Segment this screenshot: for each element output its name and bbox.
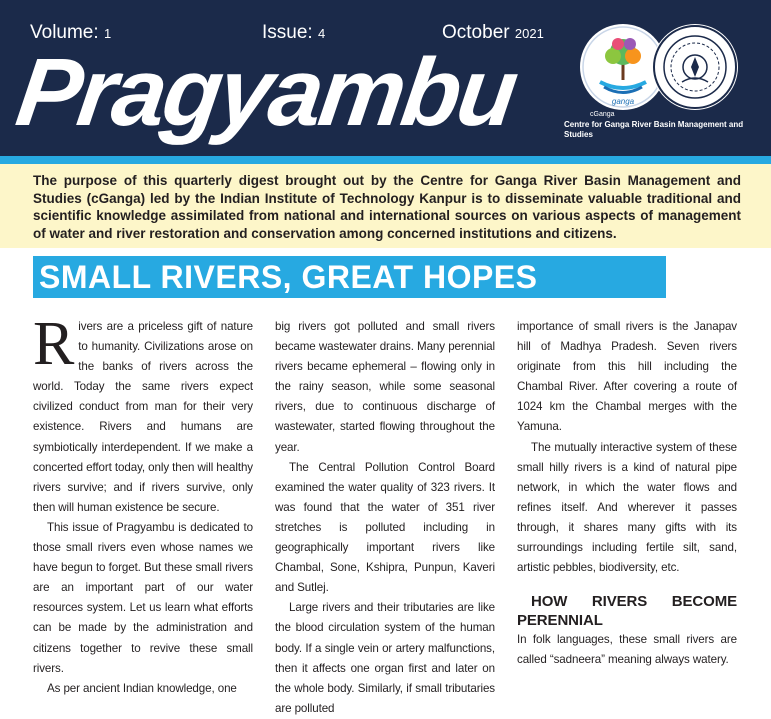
paragraph: In folk languages, these small rivers are called “sadneera” meaning always watery. <box>517 633 737 667</box>
paragraph: The Central Pollution Control Board examined the water quality of 323 rivers. It was found that the water of 351 river stretches is polluted including in geographically important rivers like Chambal, Sone, Kshipra, Punpun, Kaveri and Sutlej. <box>275 460 495 595</box>
section-subhead: HOW RIVERS BECOME PERENNIAL <box>517 593 737 630</box>
issue-label: Issue: <box>262 22 313 43</box>
paragraph: big rivers got polluted and small rivers became wastewater drains. Many perennial rivers became ephemeral – flowing only in the rainy season, while some seasonal rivers, due to continuous discharge of wastewater, started flowing throughout the year. <box>275 320 495 454</box>
logos <box>580 24 750 116</box>
paragraph-text: ivers are a priceless gift of nature to humanity. Civilizations arose on the banks of rivers across the world. Today the same rivers expect civilized conduct from man for their very existence. Rivers and humans are symbiotically interdependent. If we make a concerted effort today, only then will healthy rivers survive; and if rivers survive, only then will human existence be secure. <box>33 320 253 514</box>
paragraph: importance of small rivers is the Janapav hill of Madhya Pradesh. Seven rivers originate from this hill including the Chambal River. After covering a route of 1024 km the Chambal merges with the Yamuna. <box>517 320 737 434</box>
article-column-1 <box>33 310 253 699</box>
paragraph: The mutually interactive system of these small hilly rivers is a kind of natural pipe network, in which the water flows and refines itself. And wherever it passes through, it shares many gifts with its surroundings including fertile silt, sand, artistic pebbles, biodiversity, etc. <box>517 440 737 575</box>
masthead <box>0 0 771 156</box>
article-headline: SMALL RIVERS, GREAT HOPES <box>33 256 666 298</box>
purpose-box <box>0 164 771 248</box>
org-full: Centre for Ganga River Basin Management and Studies <box>564 120 744 139</box>
paragraph: As per ancient Indian knowledge, one <box>47 681 237 695</box>
drop-cap: R <box>33 310 75 378</box>
publication-title: Pragyambu <box>10 39 522 146</box>
paragraph <box>33 310 253 518</box>
paragraph: Large rivers and their tributaries are like the blood circulation system of the human body. If a single vein or artery malfunctions, then it affects one organ first and later on the whole body. Similarly, if small tributaries are polluted <box>275 601 495 715</box>
date-year: 2021 <box>514 26 544 41</box>
date-month: October <box>442 22 510 43</box>
article-column-2 <box>275 317 495 719</box>
issue-value: 4 <box>317 26 326 41</box>
purpose-text: The purpose of this quarterly digest brought out by the Centre for Ganga River Basin Management and Studies (cGanga) led by the Indian Institute of Technology Kanpur is to disseminate valuable traditional and scientific knowledge assimilated from national and international sources on various aspects of management of water and river restoration and conservation among concerned institutions and citizens. <box>33 173 741 241</box>
iitk-seal-icon <box>652 24 738 110</box>
paragraph: This issue of Pragyambu is dedicated to those small rivers even whose names we have begun to forget. But these small rivers are an important part of our water resources system. Let us learn what efforts can be made by the administration and citizens together to revive these small rivers. <box>33 520 253 675</box>
volume-label: Volume: <box>30 22 99 43</box>
org-caption <box>564 110 764 140</box>
volume-value: 1 <box>103 26 112 41</box>
article-column-3 <box>517 317 737 670</box>
org-short: cGanga <box>590 111 615 118</box>
header-stripe <box>0 156 771 164</box>
svg-text:ganga: ganga <box>611 97 635 106</box>
